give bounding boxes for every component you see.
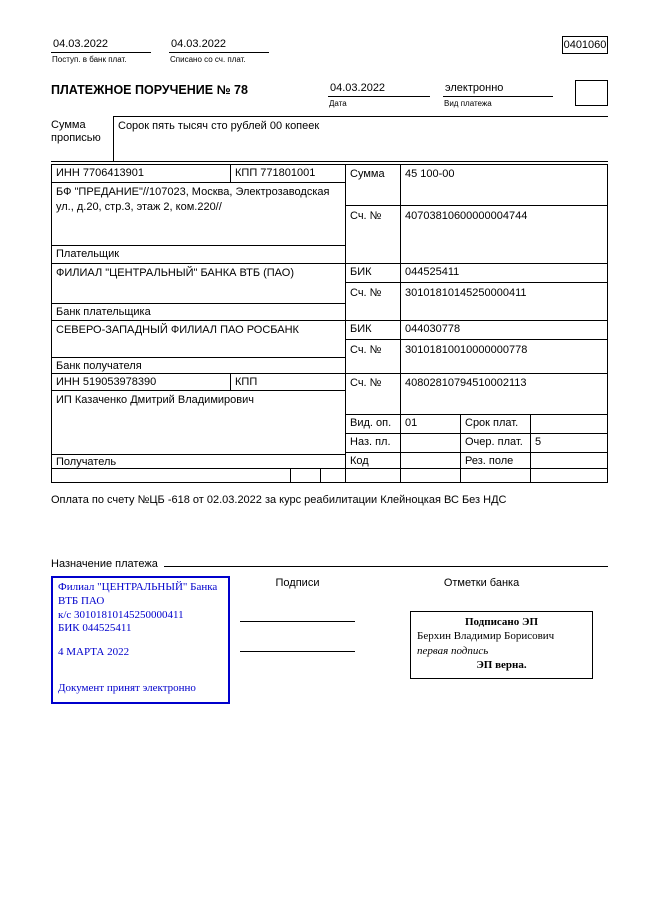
payee-kpp-label: КПП [235,376,258,388]
payee-bank-left [52,321,346,373]
purpose-code-value-cell [401,434,461,452]
ep-title: Подписано ЭП [464,616,539,628]
payer-bank-account-row [346,283,607,320]
stamp-corr-account: к/с 30101810145250000411 [58,608,184,621]
stamp-bik: БИК 044525411 [58,622,132,635]
strip-cell-1 [52,469,291,482]
bottom-section [51,576,608,704]
top-dates-row [51,36,608,64]
purpose-caption-row [51,558,608,570]
date-received-field [51,36,151,64]
operation-kind-row [346,415,607,434]
amount-label: Сумма [346,165,401,205]
payment-table [51,164,608,483]
payee-inn-kpp-row [52,374,345,391]
payee-left [52,374,346,468]
document-date-field [328,80,430,108]
code-row [346,453,607,468]
reserve-field-value-cell [531,453,607,468]
payer-name: БФ "ПРЕДАНИЕ"//107023, Москва, Электрозаводская ул., д.20, стр.3, этаж 2, ком.220// [56,186,330,213]
date-received-label: Поступ. в банк плат. [52,55,127,64]
payer-account-label: Сч. № [346,206,401,263]
date-received-value: 04.03.2022 [51,36,151,53]
strip-cell-6 [461,469,531,482]
payment-kind-value: электронно [443,80,553,97]
purpose-code-label: Наз. пл. [346,434,401,452]
payment-term-value-cell [531,415,607,433]
signature-line-2 [240,651,355,652]
payer-inn: ИНН 7706413901 [52,165,231,182]
title-row [51,80,608,108]
payer-bank-account-label: Сч. № [346,283,401,320]
bank-stamp [51,576,230,704]
signatures-label: Подписи [275,577,320,589]
footer-strip [52,469,607,482]
payer-bank-left [52,264,346,320]
payment-kind-field [443,80,553,108]
strip-cell-7 [531,469,607,482]
amount-row [346,165,607,206]
payer-bank-bik: 044525411 [405,266,460,278]
purpose-underline [164,566,608,567]
payer-bank-section [52,264,607,321]
ep-valid: ЭП верна. [476,658,527,671]
ep-stamp [410,611,593,679]
signature-line-1 [240,621,355,622]
date-debited-field [169,36,269,64]
payer-right [346,165,607,263]
payee-account-label: Сч. № [346,374,401,414]
payer-bank-bik-label: БИК [346,264,401,282]
strip-cell-2 [291,469,321,482]
reserve-field-label: Рез. поле [461,453,531,468]
operation-kind-value: 01 [401,415,461,433]
payee-bank-account-row [346,340,607,373]
payee-account-row [346,374,607,415]
payee-bank-account: 30101810010000000778 [405,344,528,356]
payee-caption: Получатель [52,454,345,468]
form-code-box: 0401060 [562,36,608,54]
code-label: Код [346,453,401,468]
amount-words-label: Сумма прописью [51,119,101,145]
payee-bank-section [52,321,607,374]
payer-left [52,165,346,263]
payer-bank-bik-row [346,264,607,283]
payer-bank-caption: Банк плательщика [52,303,345,320]
purpose-caption: Назначение платежа [51,558,158,570]
payee-right [346,374,607,468]
document-date-value: 04.03.2022 [328,80,430,97]
payer-inn-kpp-row [52,165,345,183]
date-debited-value: 04.03.2022 [169,36,269,53]
date-debited-label: Списано со сч. плат. [170,55,246,64]
stamp-note: Документ принят электронно [58,681,196,694]
ep-signature-kind: первая подпись [417,644,489,657]
payer-bank-account: 30101810145250000411 [405,287,527,299]
payment-order-document [51,36,608,704]
payer-account: 40703810600000004744 [405,210,528,222]
payer-kpp: КПП 771801001 [235,167,316,179]
payee-bank-bik-row [346,321,607,340]
payee-name: ИП Казаченко Дмитрий Владимирович [56,394,254,406]
payment-purpose-text: Оплата по счету №ЦБ -618 от 02.03.2022 за курс реабилитации Клейноцкая ВС Без НДС [51,494,507,506]
amount-in-words-section [51,116,608,162]
document-title: ПЛАТЕЖНОЕ ПОРУЧЕНИЕ № 78 [51,83,248,97]
strip-cell-4 [346,469,401,482]
payee-bank-name: СЕВЕРО-ЗАПАДНЫЙ ФИЛИАЛ ПАО РОСБАНК [56,324,299,336]
code-value-cell [401,453,461,468]
payer-bank-name: ФИЛИАЛ "ЦЕНТРАЛЬНЫЙ" БАНКА ВТБ (ПАО) [56,267,294,279]
purpose-code-row [346,434,607,453]
strip-cell-3 [321,469,346,482]
payment-term-label: Срок плат. [461,415,531,433]
operation-kind-label: Вид. оп. [346,415,401,433]
payee-section [52,374,607,469]
status-box [575,80,608,106]
strip-cell-5 [401,469,461,482]
bank-marks-label: Отметки банка [443,577,520,589]
payer-account-row [346,206,607,263]
ep-signer: Берхин Владимир Борисович [417,630,555,643]
payer-section [52,165,607,264]
priority-label: Очер. плат. [461,434,531,452]
signatures-column [240,576,355,652]
bank-marks-column [355,576,608,679]
payee-account: 40802810794510002113 [405,377,527,389]
amount-value: 45 100-00 [405,168,455,180]
payee-bank-bik: 044030778 [405,323,461,335]
payee-bank-bik-label: БИК [346,321,401,339]
payment-kind-label: Вид платежа [444,99,492,108]
payee-bank-right [346,321,607,373]
payee-inn: ИНН 519053978390 [52,374,231,390]
payee-bank-account-label: Сч. № [346,340,401,373]
amount-words-value: Сорок пять тысяч сто рублей 00 копеек [113,116,608,161]
stamp-date: 4 МАРТА 2022 [58,646,130,658]
payer-caption: Плательщик [52,245,345,263]
priority-value: 5 [535,436,542,448]
payer-bank-right [346,264,607,320]
payee-bank-caption: Банк получателя [52,357,345,373]
document-date-label: Дата [329,99,347,108]
stamp-bank-name: Филиал "ЦЕНТРАЛЬНЫЙ" Банка ВТБ ПАО [58,581,218,607]
